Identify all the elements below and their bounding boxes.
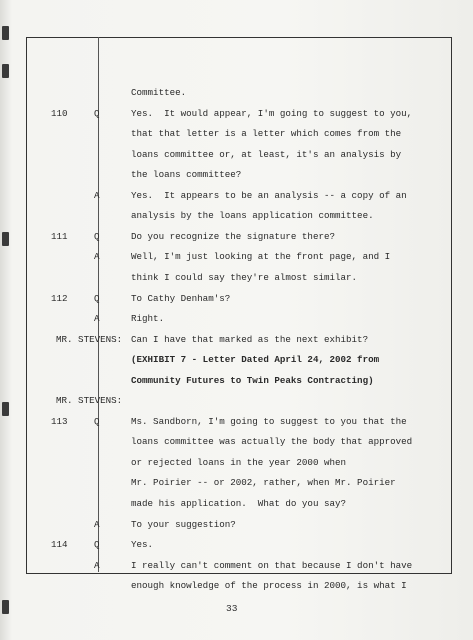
transcript-line-text: or rejected loans in the year 2000 when [131,457,347,468]
answer-marker: A [94,190,100,201]
answer-marker: A [94,313,100,324]
question-number: 112 [51,293,68,304]
transcript-line-text: To Cathy Denham's? [131,293,231,304]
question-number: 110 [51,108,68,119]
answer-marker: A [94,251,100,262]
question-number: 114 [51,539,68,550]
speaker-label: MR. STEVENS: [56,395,123,406]
transcript-line-text: Yes. It appears to be an analysis -- a copy of an [131,190,407,201]
transcript-line-text: Right. [131,313,165,324]
transcript-line-text: loans committee was actually the body that approved [131,436,413,447]
transcript-line-text: made his application. What do you say? [131,498,347,509]
transcript-line-text: loans committee or, at least, it's an analysis by [131,149,402,160]
question-number: 113 [51,416,68,427]
transcript-line-text: the loans committee? [131,169,242,180]
speaker-label: MR. STEVENS: [56,334,123,345]
transcript-line-text: think I could say they're almost similar. [131,272,358,283]
question-marker: Q [94,539,100,550]
transcript-line-text: Yes. It would appear, I'm going to suggest to you, [131,108,413,119]
question-marker: Q [94,416,100,427]
transcript-line-text: that that letter is a letter which comes from the [131,128,402,139]
transcript-line-text: Committee. [131,87,187,98]
answer-marker: A [94,560,100,571]
question-marker: Q [94,293,100,304]
answer-marker: A [94,519,100,530]
transcript-line-text: To your suggestion? [131,519,236,530]
transcript-line-text: I really can't comment on that because I don't have [131,560,413,571]
transcript-line-text: Mr. Poirier -- or 2002, rather, when Mr. Poirier [131,477,396,488]
transcript-line-text: Yes. [131,539,154,550]
transcript-line-text: Can I have that marked as the next exhibit? [131,334,369,345]
question-marker: Q [94,108,100,119]
page-number: 33 [226,603,238,614]
question-marker: Q [94,231,100,242]
question-number: 111 [51,231,68,242]
transcript-line-text: (EXHIBIT 7 - Letter Dated April 24, 2002 from [131,354,380,365]
transcript-line-text: enough knowledge of the process in 2000, is what I [131,580,407,591]
transcript-line-text: Ms. Sandborn, I'm going to suggest to you that the [131,416,407,427]
transcript-line-text: analysis by the loans application committee. [131,210,374,221]
transcript-line-text: Community Futures to Twin Peaks Contracting) [131,375,374,386]
transcript-line-text: Well, I'm just looking at the front page, and I [131,251,391,262]
transcript-line-text: Do you recognize the signature there? [131,231,335,242]
